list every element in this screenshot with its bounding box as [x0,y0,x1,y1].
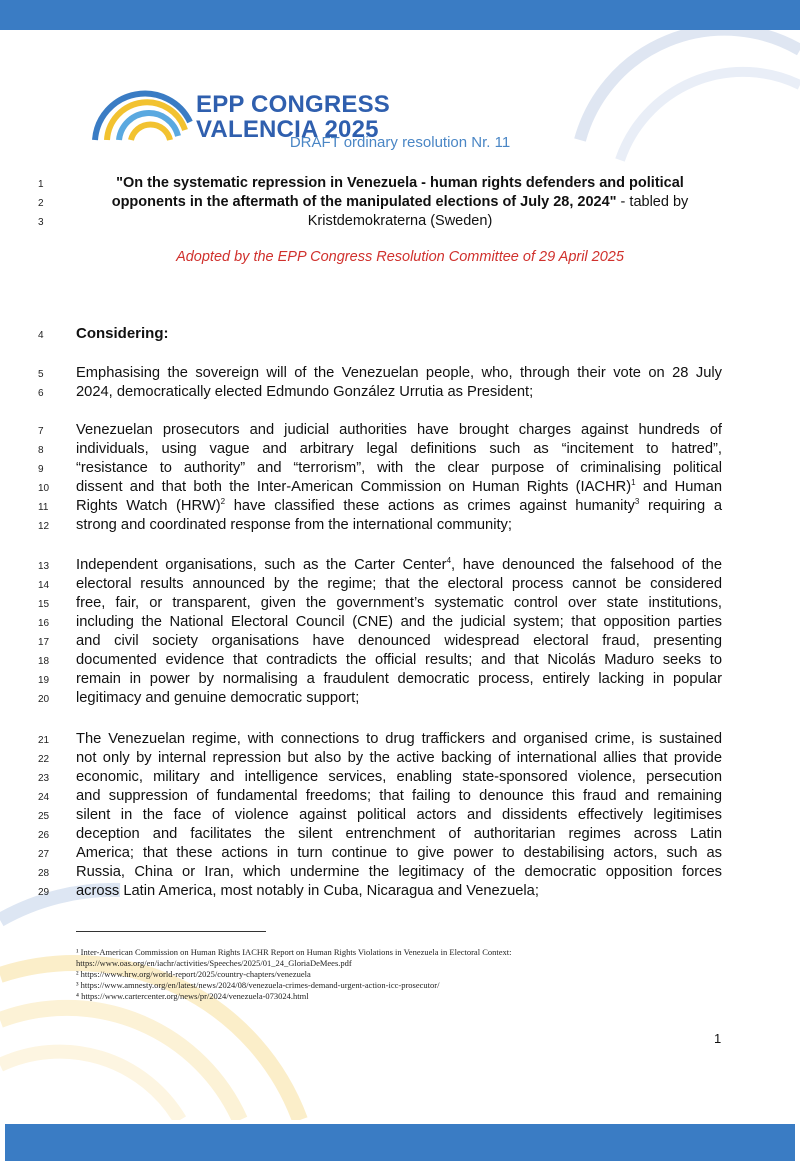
paragraph-line: America; that these actions in turn continue to give power to destabilising actors, such as [76,845,722,861]
logo-line-1: EPP CONGRESS [196,91,391,118]
title-bold-2: opponents in the aftermath of the manipulated elections of July 28, 2024" [111,194,617,210]
line-number: 14 [38,580,50,591]
line-number: 8 [38,445,44,456]
text-span: and Human [635,479,723,495]
footnote-2-link[interactable]: ² https://www.hrw.org/world-report/2025/country-chapters/venezuela [76,969,311,979]
line-number: 9 [38,464,44,475]
paragraph-line: Venezuelan prosecutors and judicial authorities have brought charges against hundreds of [76,422,722,438]
top-banner-bar [0,0,800,30]
text-span: have classified these actions as crimes against humanity [225,498,635,514]
resolution-title-line-1 [90,174,710,193]
line-number: 2 [38,198,44,209]
paragraph-line: and suppression of fundamental freedoms; that failing to denounce this fraud and remaining [76,788,722,804]
line-number: 6 [38,388,44,399]
line-number: 18 [38,656,50,667]
footnote-1: ¹ Inter-American Commission on Human Rights IACHR Report on Human Rights Violations in Venezuela in Electoral Context: [76,947,512,957]
text-span: requiring a [639,498,722,514]
document-page [0,30,800,1120]
paragraph-line: and civil society organisations have denounced widespread electoral fraud, presenting [76,633,722,649]
line-number: 11 [38,502,49,513]
footnote-1-link[interactable]: https://www.oas.org/en/iachr/activities/Speeches/2025/01_24_GloriaDeMees.pdf [76,958,352,968]
line-number: 23 [38,773,50,784]
adopted-note: Adopted by the EPP Congress Resolution Committee of 29 April 2025 [176,249,624,265]
line-number: 26 [38,830,50,841]
line-number: 16 [38,618,50,629]
paragraph-line [76,497,722,516]
line-number: 25 [38,811,50,822]
paragraph-line: including the National Electoral Council (CNE) and the judicial system; that opposition parties [76,614,722,630]
line-number: 24 [38,792,50,803]
considering-heading: Considering: [76,325,169,342]
paragraph-line: documented evidence that contradicts the official results; and that Nicolás Maduro seeks to [76,652,722,668]
draft-resolution-label: DRAFT ordinary resolution Nr. 11 [289,134,511,151]
paragraph-line: Russia, China or Iran, which undermine the legitimacy of the democratic opposition forces [76,864,722,880]
text-span: , have denounced the falsehood of the [451,557,723,573]
text-span: Rights Watch (HRW) [76,498,221,514]
line-number: 21 [38,735,50,746]
paragraph-line: The Venezuelan regime, with connections to drug traffickers and organised crime, is sustained [76,731,722,747]
line-number: 22 [38,754,50,765]
line-number: 19 [38,675,50,686]
resolution-title-line-2 [90,193,710,212]
paragraph-line: silent in the face of violence against political actors and dissidents effectively legitimises [76,807,722,823]
line-number: 7 [38,426,44,437]
paragraph-line: deception and facilitates the silent entrenchment of authoritarian regimes across Latin [76,826,722,842]
footnote-divider [76,931,266,932]
line-number: 29 [38,887,50,898]
title-tabled-by: - tabled by [616,194,689,210]
paragraph-line: across Latin America, most notably in Cuba, Nicaragua and Venezuela; [76,883,539,899]
line-number: 12 [38,521,50,532]
text-span: dissent and that both the Inter-American Commission on Human Rights (IACHR) [76,479,632,495]
line-number: 28 [38,868,50,879]
footnote-ref: 2 [220,497,226,507]
paragraph-line: free, fair, or transparent, given the government’s systematic control over state institutions, [76,595,722,611]
line-number: 27 [38,849,50,860]
logo-line-2: VALENCIA 2025 [196,116,379,143]
title-bold-1: "On the systematic repression in Venezuela - human rights defenders and political [116,175,684,191]
paragraph-line: strong and coordinated response from the international community; [76,517,512,533]
line-number: 20 [38,694,50,705]
line-number: 15 [38,599,50,610]
page-number: 1 [714,1031,722,1046]
paragraph-line: 2024, democratically elected Edmundo González Urrutia as President; [76,384,534,400]
line-number: 4 [38,330,44,341]
line-number: 5 [38,369,44,380]
paragraph-line: economic, military and intelligence services, enabling state-sponsored violence, persecution [76,769,722,785]
text-span: Independent organisations, such as the Carter Center [76,557,447,573]
line-number: 1 [38,179,44,190]
bottom-banner-bar [5,1124,795,1161]
resolution-title-line-3: Kristdemokraterna (Sweden) [307,213,493,229]
paragraph-line: legitimacy and genuine democratic support; [76,690,360,706]
line-number: 10 [38,483,50,494]
footnote-ref: 3 [634,497,640,507]
footnote-3-link[interactable]: ³ https://www.amnesty.org/en/latest/news/2024/08/venezuela-crimes-demand-urgent-action-icc-prosecutor/ [76,980,440,990]
footnote-ref: 4 [446,556,452,566]
paragraph-line: “resistance to authority” and “terrorism”, with the clear purpose of criminalising political [76,460,722,476]
footnote-ref: 1 [631,478,636,488]
paragraph-line: electoral results announced by the regime; that the electoral process cannot be considered [76,576,722,592]
line-number: 13 [38,561,50,572]
line-number: 17 [38,637,50,648]
paragraph-line: individuals, using vague and arbitrary legal definitions such as “incitement to hatred”, [76,441,722,457]
footnote-4-link[interactable]: ⁴ https://www.cartercenter.org/news/pr/2024/venezuela-073024.html [76,991,309,1001]
paragraph-line [76,556,722,575]
paragraph-line: not only by internal repression but also by the active backing of international allies that provide [76,750,722,766]
paragraph-line: remain in power by normalising a fraudulent democratic process, entirely lacking in popular [76,671,722,687]
line-number: 3 [38,217,44,228]
paragraph-line: Emphasising the sovereign will of the Venezuelan people, who, through their vote on 28 July [76,365,722,381]
paragraph-line [76,478,722,497]
